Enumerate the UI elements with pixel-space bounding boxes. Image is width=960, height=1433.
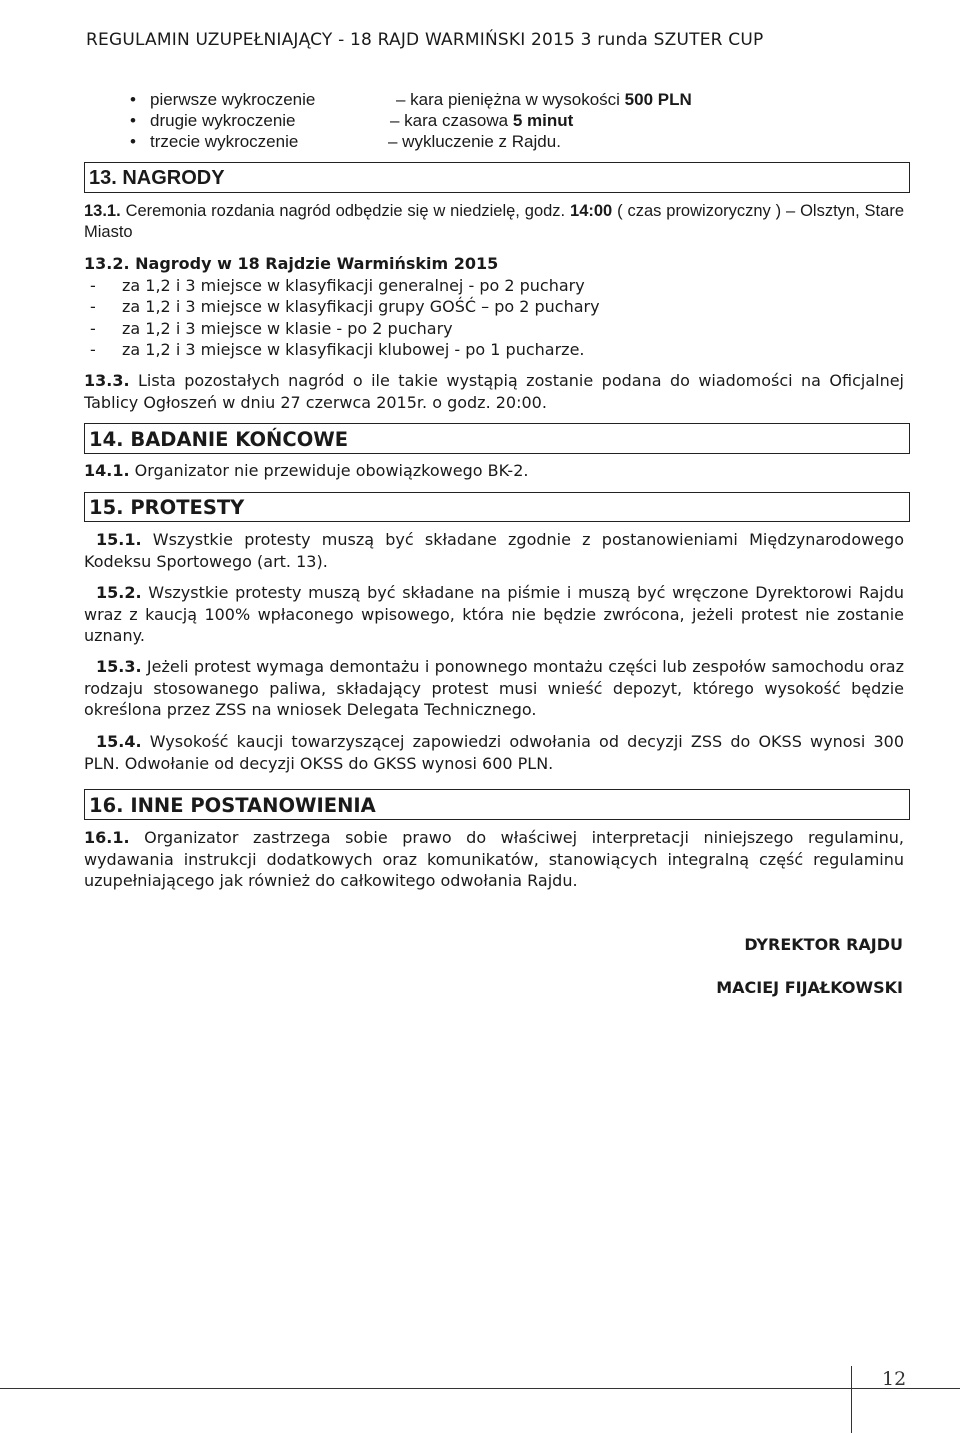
signature-role: DYREKTOR RAJDU [744,935,903,954]
penalty-value: – kara czasowa 5 minut [390,111,574,130]
bullet: • [130,111,136,130]
paragraph-13-2: 13.2. Nagrody w 18 Rajdzie Warmińskim 2015 - za 1,2 i 3 miejsce w klasyfikacji generalnej - po 2 puchary - za 1,2 i 3 miejsce w klasyfikacji grupy GOŚĆ – po 2 puchary - za 1,2 i 3 miejsce w klasie - po 2 puchary - za 1,2 i 3 miejsce w klasyfikacji klubowej - po 1 pucharze. [84,253,904,361]
penalty-label: drugie wykroczenie [150,111,296,130]
paragraph-15-2: 15.2. Wszystkie protesty muszą być składane na piśmie i muszą być wręczone Dyrektorowi Rajdu wraz z kaucją 100% wpłaconego wpisowego, która nie będzie zwrócona, jeżeli protest nie zostanie uznany. [84,583,904,645]
paragraph-13-3: 13.3. Lista pozostałych nagród o ile takie wystąpią zostanie podana do wiadomości na Oficjalnej Tablicy Ogłoszeń w dniu 27 czerwca 2015r. o godz. 20:00. [84,371,904,412]
list-item: - za 1,2 i 3 miejsce w klasyfikacji klubowej - po 1 pucharze. [90,340,585,359]
section-title-badanie-koncowe: 14. BADANIE KOŃCOWE [84,423,910,454]
footer-divider-vertical [851,1366,852,1433]
list-item: - za 1,2 i 3 miejsce w klasie - po 2 puchary [90,318,453,338]
paragraph-15-1: 15.1. Wszystkie protesty muszą być składane zgodnie z postanowieniami Międzynarodowego Kodeksu Sportowego (art. 13). [84,530,904,571]
bullet: • [130,90,136,109]
list-item: - za 1,2 i 3 miejsce w klasyfikacji generalnej - po 2 puchary [90,275,585,295]
penalty-value: – kara pieniężna w wysokości 500 PLN [396,90,692,109]
paragraph-14-1: 14.1. Organizator nie przewiduje obowiązkowego BK-2. [84,461,529,480]
page-header: REGULAMIN UZUPEŁNIAJĄCY - 18 RAJD WARMIŃSKI 2015 3 runda SZUTER CUP [86,30,764,50]
section-title-inne-postanowienia: 16. INNE POSTANOWIENIA [84,789,910,820]
paragraph-13-1: 13.1. Ceremonia rozdania nagród odbędzie się w niedzielę, godz. 14:00 ( czas prowizoryczny ) – Olsztyn, Stare Miasto [84,202,904,241]
section-title-nagrody: 13. NAGRODY [84,162,910,193]
paragraph-15-3: 15.3. Jeżeli protest wymaga demontażu i ponownego montażu części lub zespołów samochodu oraz rodzaju stosowanego paliwa, składający protest musi wnieść depozyt, którego wysokość będzie określona przez ZSS na wniosek Delegata Technicznego. [84,657,904,719]
bullet: • [130,132,136,151]
penalty-label: pierwsze wykroczenie [150,90,316,109]
signature-name: MACIEJ FIJAŁKOWSKI [716,978,903,997]
paragraph-15-4: 15.4. Wysokość kaucji towarzyszącej zapowiedzi odwołania od decyzji ZSS do OKSS wynosi 300 PLN. Odwołanie od decyzji OKSS do GKSS wynosi 600 PLN. [84,732,904,773]
section-title-protesty: 15. PROTESTY [84,492,910,522]
page-number: 12 [882,1368,907,1390]
paragraph-16-1: 16.1. Organizator zastrzega sobie prawo do właściwej interpretacji niniejszego regulaminu, wydawania instrukcji dodatkowych oraz komunikatów, stanowiących integralną część regulaminu uzupełniającego jak również do całkowitego odwołania Rajdu. [84,828,904,890]
footer-divider-horizontal [0,1388,960,1389]
penalty-label: trzecie wykroczenie [150,132,299,151]
list-item: - za 1,2 i 3 miejsce w klasyfikacji grupy GOŚĆ – po 2 puchary [90,297,600,316]
penalty-value: – wykluczenie z Rajdu. [388,132,561,151]
